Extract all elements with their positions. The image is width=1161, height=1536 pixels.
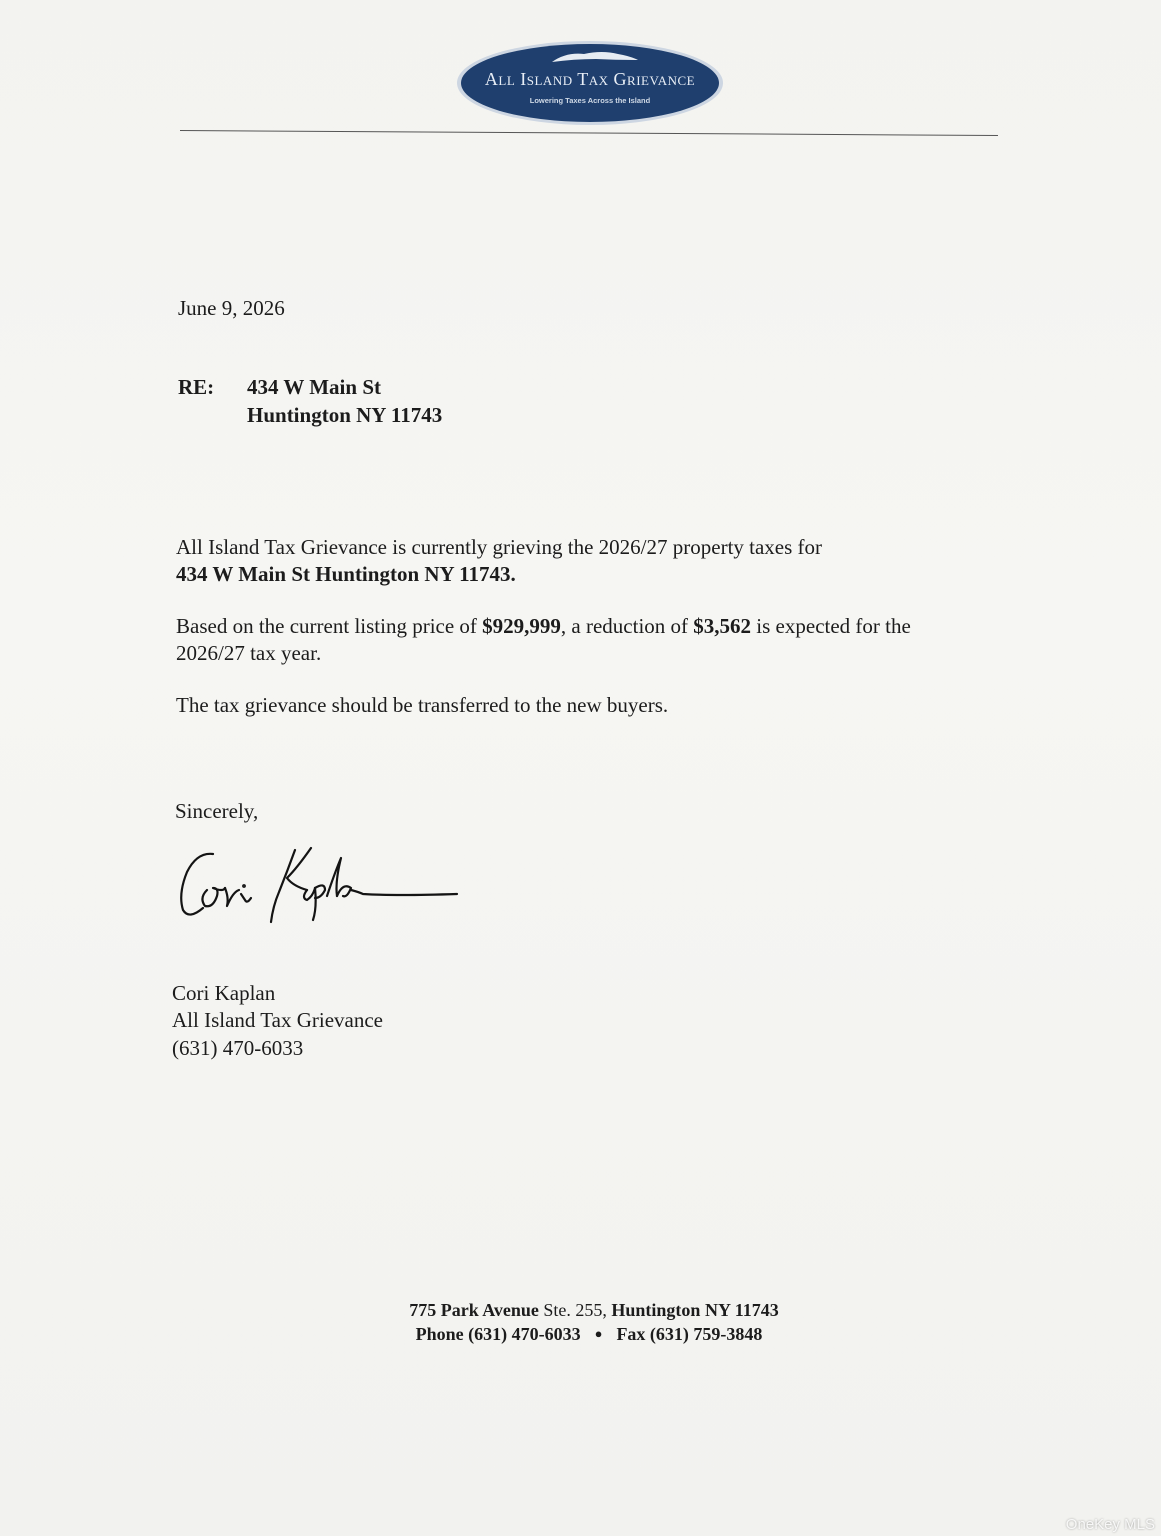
company-logo	[456, 40, 724, 126]
paragraph-1-address: 434 W Main St Huntington NY 11743.	[176, 562, 516, 586]
footer-street: 775 Park Avenue	[409, 1300, 539, 1320]
re-address-line1: 434 W Main St	[247, 375, 381, 399]
logo-company-name: All Island Tax Grievance	[484, 69, 696, 89]
paragraph-2-line2: 2026/27 tax year.	[176, 641, 322, 665]
signer-name: Cori Kaplan	[172, 981, 276, 1005]
listing-price: $929,999	[482, 614, 561, 638]
footer-suite: Ste. 255,	[543, 1300, 607, 1320]
handwritten-signature	[175, 842, 465, 932]
signer-organization: All Island Tax Grievance	[172, 1008, 383, 1032]
reduction-amount: $3,562	[693, 614, 752, 638]
closing: Sincerely,	[175, 799, 259, 823]
paragraph-3: The tax grievance should be transferred to the new buyers.	[176, 693, 669, 717]
footer-contact	[0, 1322, 1161, 1346]
paragraph-1-text: All Island Tax Grievance is currently grieving the 2026/27 property taxes for	[176, 535, 823, 559]
re-label: RE:	[178, 375, 215, 399]
re-address-line2: Huntington NY 11743	[247, 403, 443, 427]
footer-city: Huntington NY 11743	[611, 1300, 779, 1320]
footer-address	[0, 1298, 1161, 1322]
logo-tagline: Lowering Taxes Across the Island	[529, 96, 651, 105]
para2-pre: Based on the current listing price of	[176, 614, 483, 638]
watermark: OneKey MLS	[1065, 1516, 1155, 1533]
bullet-icon: ●	[594, 1326, 603, 1341]
para2-mid: , a reduction of	[560, 614, 694, 638]
footer-phone: Phone (631) 470-6033	[415, 1324, 581, 1344]
signer-phone: (631) 470-6033	[172, 1036, 304, 1060]
letter-date: June 9, 2026	[178, 296, 285, 320]
header-divider	[180, 130, 998, 136]
para2-post: is expected for the	[751, 614, 911, 638]
footer-fax: Fax (631) 759-3848	[616, 1324, 763, 1344]
paragraph-2-line1	[176, 613, 911, 640]
